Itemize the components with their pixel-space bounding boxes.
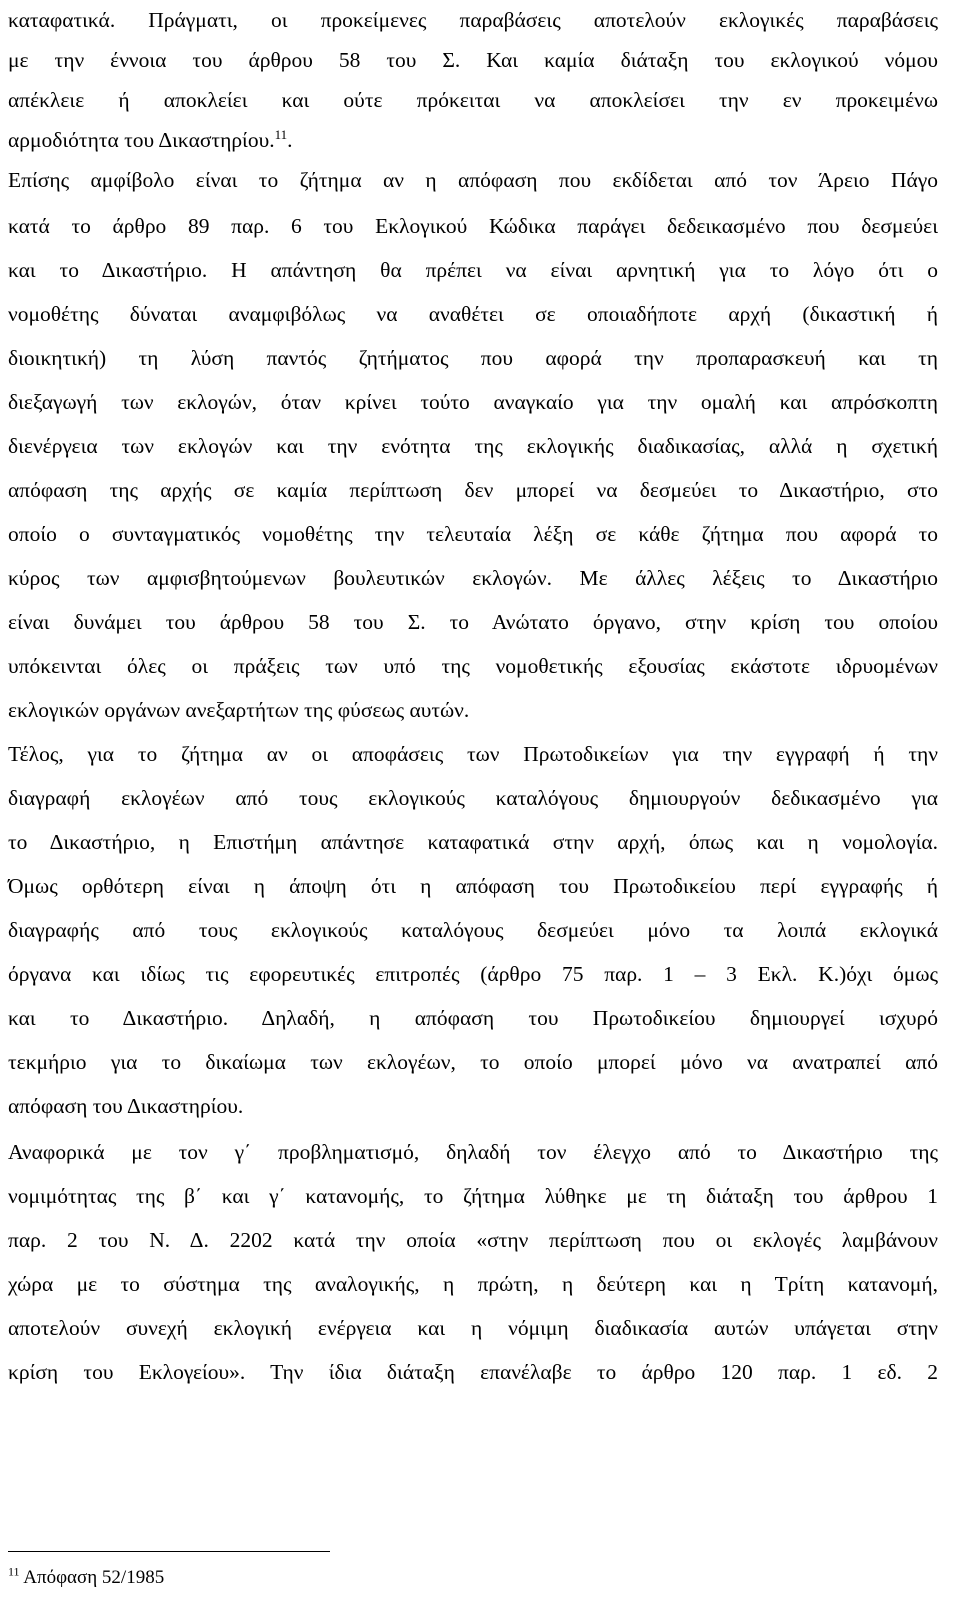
text-line: και το Δικαστήριο. Δηλαδή, η απόφαση του Πρωτοδικείου δημιουργεί ισχυρό [8,1006,938,1030]
text-fragment: . [287,128,293,152]
text-line: το Δικαστήριο, η Επιστήμη απάντησε καταφατικά στην αρχή, όπως και η νομολογία. [8,830,938,854]
text-line: διεξαγωγή των εκλογών, όταν κρίνει τούτο αναγκαίο για την ομαλή και απρόσκοπτη [8,390,938,414]
text-line: νομιμότητας της β΄ και γ΄ κατανομής, το ζήτημα λύθηκε με τη διάταξη του άρθρου 1 [8,1184,938,1208]
footnote-separator [8,1551,330,1552]
text-line: είναι δυνάμει του άρθρου 58 του Σ. το Ανώτατο όργανο, στην κρίση του οποίου [8,610,938,634]
text-line: με την έννοια του άρθρου 58 του Σ. Και καμία διάταξη του εκλογικού νόμου [8,48,938,72]
text-line: αποτελούν συνεχή εκλογική ενέργεια και η νόμιμη διαδικασία αυτών υπάγεται στην [8,1316,938,1340]
text-line: απόφαση της αρχής σε καμία περίπτωση δεν μπορεί να δεσμεύει το Δικαστήριο, στο [8,478,938,502]
text-line: διαγραφή εκλογέων από τους εκλογικούς καταλόγους δημιουργούν δεδικασμένο για [8,786,938,810]
text-line-with-footnote-ref [8,120,938,160]
footnote-number: 11 [8,1564,20,1579]
text-line: απέκλειε ή αποκλείει και ούτε πρόκειται να αποκλείσει την εν προκειμένω [8,88,938,112]
text-line: Τέλος, για το ζήτημα αν οι αποφάσεις των Πρωτοδικείων για την εγγραφή ή την [8,742,938,766]
text-line: κρίση του Εκλογείου». Την ίδια διάταξη επανέλαβε το άρθρο 120 παρ. 1 εδ. 2 [8,1360,938,1384]
footnote-reference[interactable]: 11 [274,126,288,142]
text-fragment: αρμοδιότητα του Δικαστηρίου. [8,128,275,152]
text-line: Επίσης αμφίβολο είναι το ζήτημα αν η απόφαση που εκδίδεται από τον Άρειο Πάγο [8,168,938,192]
text-line: νομοθέτης δύναται αναμφιβόλως να αναθέτει σε οποιαδήποτε αρχή (δικαστική ή [8,302,938,326]
text-line: οποίο ο συνταγματικός νομοθέτης την τελευταία λέξη σε κάθε ζήτημα που αφορά το [8,522,938,546]
footnote [8,1564,164,1592]
text-line: Όμως ορθότερη είναι η άποψη ότι η απόφαση του Πρωτοδικείου περί εγγραφής ή [8,874,938,898]
text-line: και το Δικαστήριο. Η απάντηση θα πρέπει να είναι αρνητική για το λόγο ότι ο [8,258,938,282]
text-line: κατά το άρθρο 89 παρ. 6 του Εκλογικού Κώδικα παράγει δεδεικασμένο που δεσμεύει [8,214,938,238]
text-line: καταφατικά. Πράγματι, οι προκείμενες παραβάσεις αποτελούν εκλογικές παραβάσεις [8,8,938,32]
text-line: Αναφορικά με τον γ΄ προβληματισμό, δηλαδή τον έλεγχο από το Δικαστήριο της [8,1140,938,1164]
text-line: κύρος των αμφισβητούμενων βουλευτικών εκλογών. Με άλλες λέξεις το Δικαστήριο [8,566,938,590]
text-line: απόφαση του Δικαστηρίου. [8,1094,244,1118]
text-line: διοικητική) τη λύση παντός ζητήματος που αφορά την προπαρασκευή και τη [8,346,938,370]
text-line: διαγραφής από τους εκλογικούς καταλόγους δεσμεύει μόνο τα λοιπά εκλογικά [8,918,938,942]
text-line: διενέργεια των εκλογών και την ενότητα της εκλογικής διαδικασίας, αλλά η σχετική [8,434,938,458]
text-line: εκλογικών οργάνων ανεξαρτήτων της φύσεως αυτών. [8,698,470,722]
text-line: παρ. 2 του Ν. Δ. 2202 κατά την οποία «στην περίπτωση που οι εκλογές λαμβάνουν [8,1228,938,1252]
text-line: όργανα και ιδίως τις εφορευτικές επιτροπές (άρθρο 75 παρ. 1 – 3 Εκλ. Κ.)όχι όμως [8,962,938,986]
footnote-text: Απόφαση 52/1985 [23,1567,165,1588]
text-line: υπόκεινται όλες οι πράξεις των υπό της νομοθετικής εξουσίας εκάστοτε ιδρυομένων [8,654,938,678]
text-line: χώρα με το σύστημα της αναλογικής, η πρώτη, η δεύτερη και η Τρίτη κατανομή, [8,1272,938,1296]
text-line: τεκμήριο για το δικαίωμα των εκλογέων, το οποίο μπορεί μόνο να ανατραπεί από [8,1050,938,1074]
